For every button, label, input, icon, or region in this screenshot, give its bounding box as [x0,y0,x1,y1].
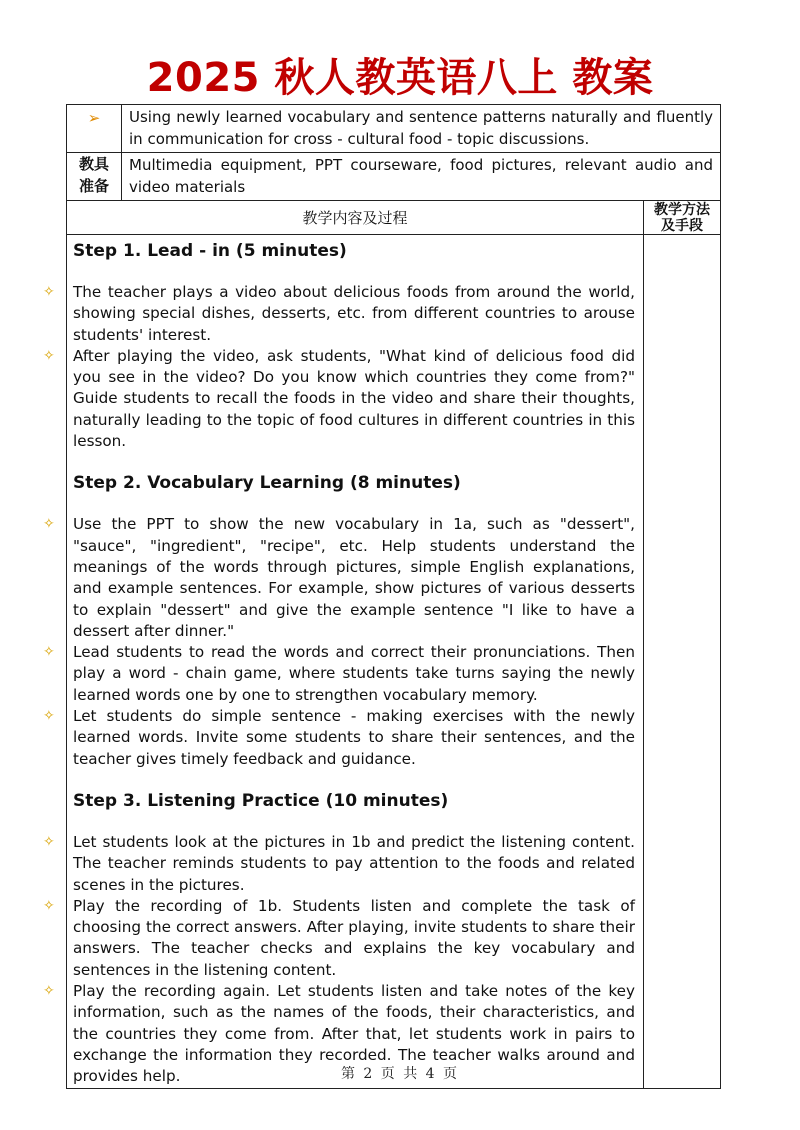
lesson-plan-table [43,104,721,1089]
objective-row [67,105,721,153]
table-header-row [67,201,721,235]
step-2-item-3 [43,706,635,770]
preparation-text: Multimedia equipment, PPT courseware, food pictures, relevant audio and video materials [122,153,721,201]
teaching-content [43,235,644,1089]
bullet-icon: ✧ [43,516,55,533]
step-2-item-1 [43,514,635,642]
arrow-marker-icon: ➢ [67,105,122,153]
step-3-item-1-text: Let students look at the pictures in 1b and predict the listening content. The teacher reminds students to pay attention to the foods and related scenes in the pictures. [73,832,635,894]
teaching-method-cell [644,235,721,1089]
step-2-item-1-text: Use the PPT to show the new vocabulary in 1a, such as "dessert", "sauce", "ingredient", "recipe", etc. Help students understand the meanings of the words through pictures, simple English explanations, and example sentences. For example, show pictures of various desserts to explain "dessert" and give the example sentence "I like to have a dessert after dinner." [73,515,635,640]
bullet-icon: ✧ [43,983,55,1000]
step-1-item-1-text: The teacher plays a video about delicious foods from around the world, showing special dishes, desserts, etc. from different countries to arouse students' interest. [73,283,635,344]
method-header-line2: 及手段 [661,217,703,234]
method-header [644,201,721,235]
step-3-item-3-text: Play the recording again. Let students listen and take notes of the key information, such as the names of the foods, their characteristics, and the countries they come from. After that, let students work in pairs to exchange the information they recorded. The teacher walks around and provides help. [73,982,635,1086]
content-row [67,235,721,1089]
preparation-label [67,153,122,201]
preparation-row [67,153,721,201]
step-3-item-2-text: Play the recording of 1b. Students listen and complete the task of choosing the correct answers. After playing, invite students to share their answers. The teacher checks and explains the key vocabulary and sentences in the listening content. [73,896,635,979]
bullet-icon: ✧ [43,708,55,725]
preparation-label-line2: 准备 [78,176,109,195]
content-header: 教学内容及过程 [67,201,644,235]
step-2-heading: Step 2. Vocabulary Learning (8 minutes) [73,473,461,494]
step-1-heading: Step 1. Lead - in (5 minutes) [73,241,347,261]
step-1-item-1 [43,282,635,346]
bullet-icon: ✧ [43,347,55,364]
step-3-item-1 [43,832,635,896]
method-header-line1: 教学方法 [654,201,710,218]
bullet-icon: ✧ [43,284,55,300]
bullet-icon: ✧ [43,897,55,914]
step-2-item-2 [43,642,635,706]
step-2-item-3-text: Let students do simple sentence - making exercises with the newly learned words. Invite some students to share their sentences, and the teacher gives timely feedback and guidance. [73,707,635,768]
step-1-item-2 [43,346,635,452]
preparation-label-line1: 教具 [78,155,109,173]
document-title: 2025 秋人教英语八上 教案 [146,55,654,101]
step-2-item-2-text: Lead students to read the words and correct their pronunciations. Then play a word - chain game, where students take turns saying the newly learned words one by one to strengthen vocabulary memory. [73,643,635,704]
bullet-icon: ✧ [43,644,55,661]
step-3-heading: Step 3. Listening Practice (10 minutes) [73,790,449,811]
bullet-icon: ✧ [43,833,55,850]
objective-text: Using newly learned vocabulary and sentence patterns naturally and fluently in communication for cross - cultural food - topic discussions. [122,105,721,153]
step-1-item-2-text: After playing the video, ask students, "What kind of delicious food did you see in the video? Do you know which countries they come from?" Guide students to recall the foods in the video and share their thoughts, naturally leading to the topic of food cultures in different countries in this lesson. [73,346,635,451]
page-footer: 第 2 页 共 4 页 [340,1066,460,1082]
step-3-item-2 [43,896,635,981]
